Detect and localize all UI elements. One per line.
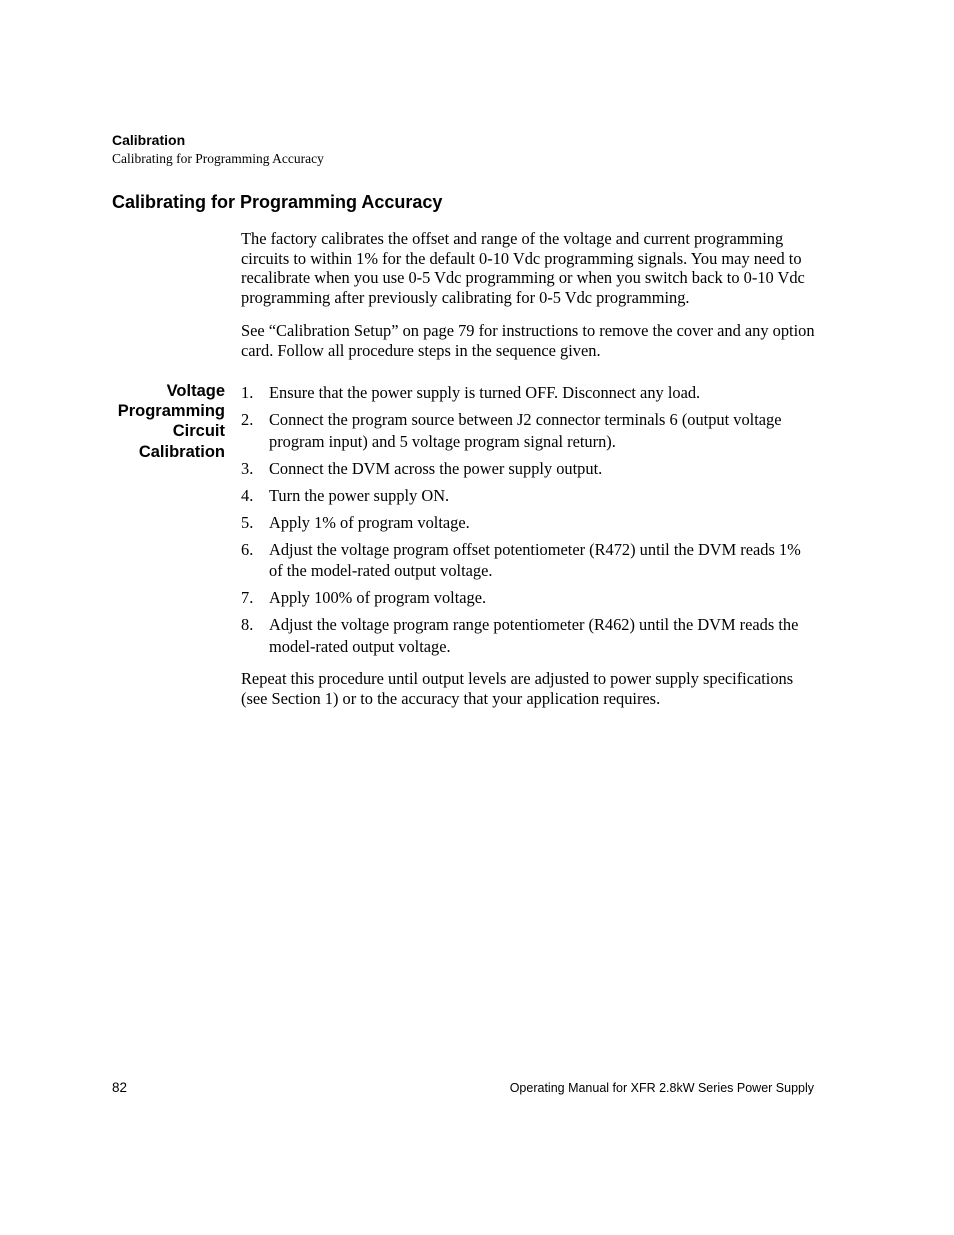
step-number: 2. (241, 410, 254, 429)
intro-paragraph-2-text: See “Calibration Setup” on page 79 for instructions to remove the cover and any option card. Follow all procedure steps in the sequence given. (241, 321, 815, 360)
procedure-step (241, 382, 817, 404)
closing-paragraph (241, 669, 815, 708)
step-number: 4. (241, 485, 254, 505)
procedure-step (241, 485, 817, 507)
closing-paragraph-text: Repeat this procedure until output levels are adjusted to power supply specifications (see Section 1) or to the accuracy that your application requires. (241, 669, 794, 708)
page-number: 82 (112, 1080, 128, 1095)
running-header-section: Calibrating for Programming Accuracy (112, 151, 324, 166)
step-number: 5. (241, 512, 254, 532)
step-text: Connect the DVM across the power supply output. (269, 458, 603, 478)
procedure-step (241, 614, 817, 657)
step-number: 7. (241, 588, 254, 607)
procedure-step (241, 539, 817, 582)
intro-paragraph-1-text: The factory calibrates the offset and range of the voltage and current programming circuits to within 1% for the default 0-10 Vdc programming signals. You may need to recalibrate when you use 0-5 Vdc programming or when you switch back to 0-10 Vdc programming after previously calibrating for 0-5 Vdc programming. (241, 229, 805, 308)
step-text: Adjust the voltage program range potentiometer (R462) until the DVM reads the model-rated output voltage. (269, 615, 799, 656)
intro-paragraph-1 (241, 229, 815, 308)
section-heading: Calibrating for Programming Accuracy (112, 192, 443, 212)
procedure-step (241, 458, 817, 480)
footer-manual-title: Operating Manual for XFR 2.8kW Series Power Supply (509, 1081, 814, 1095)
intro-paragraph-2 (241, 321, 815, 360)
step-number: 1. (241, 383, 254, 402)
step-number: 3. (241, 458, 254, 478)
step-text: Ensure that the power supply is turned OFF. Disconnect any load. (269, 383, 701, 402)
step-number: 8. (241, 615, 254, 634)
procedure-heading-line: Programming (117, 402, 225, 421)
procedure-step (241, 512, 817, 534)
step-text: Apply 100% of program voltage. (269, 588, 487, 607)
procedure-heading-line: Voltage (166, 382, 225, 400)
procedure-heading (100, 381, 225, 462)
procedure-step (241, 587, 817, 609)
step-number: 6. (241, 539, 254, 559)
step-text: Turn the power supply ON. (269, 485, 450, 505)
step-text: Adjust the voltage program offset potentiometer (R472) until the DVM reads 1% of the model-rated output voltage. (269, 539, 801, 580)
procedure-heading-line: Circuit (172, 422, 225, 441)
procedure-heading-line: Calibration (138, 442, 225, 461)
step-text: Apply 1% of program voltage. (269, 512, 470, 532)
procedure-step (241, 409, 817, 452)
step-text: Connect the program source between J2 connector terminals 6 (output voltage program input) and 5 voltage program signal return). (269, 410, 782, 451)
running-header-chapter: Calibration (112, 132, 186, 148)
procedure-steps-list (241, 382, 817, 663)
